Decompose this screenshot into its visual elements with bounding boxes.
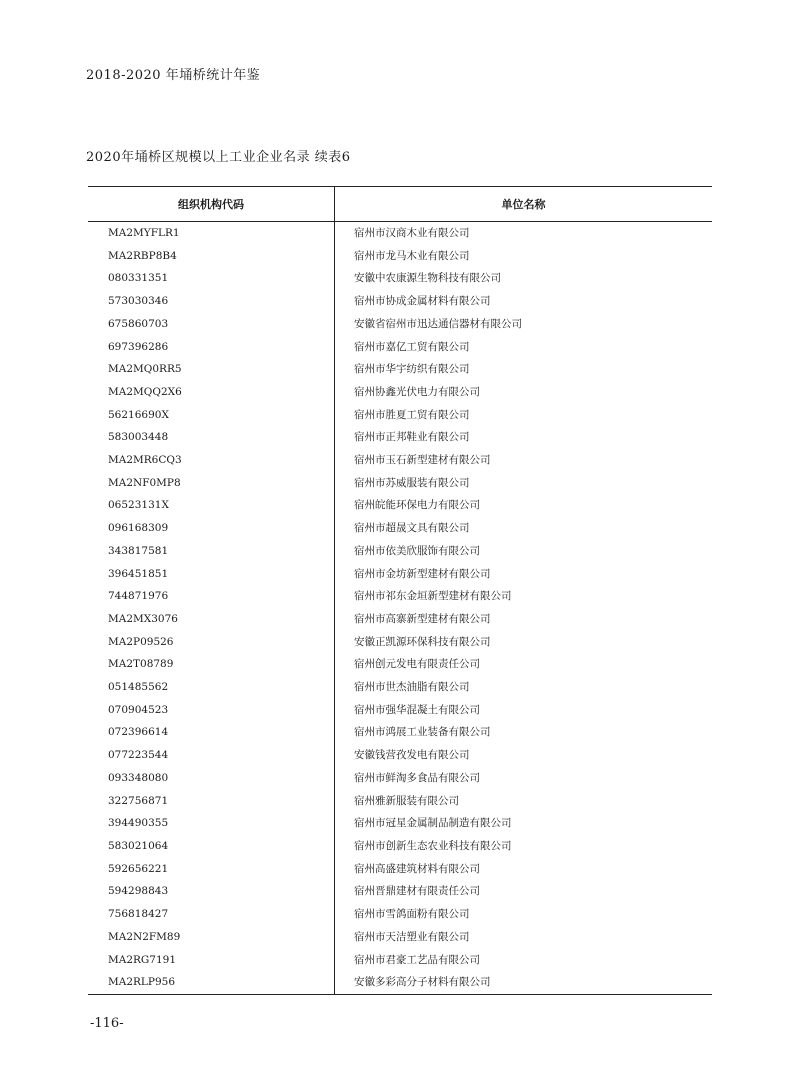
table-row <box>88 858 712 881</box>
org-code-cell: MA2MQ0RR5 <box>88 358 335 381</box>
org-code-cell: 070904523 <box>88 699 335 722</box>
table-row <box>88 631 712 654</box>
table-row <box>88 494 712 517</box>
company-name-cell: 宿州市鲜淘多食品有限公司 <box>354 771 480 784</box>
company-name-cell: 宿州市正邦鞋业有限公司 <box>354 431 470 444</box>
company-name-cell: 宿州高盛建筑材料有限公司 <box>354 862 480 875</box>
org-code-cell: 343817581 <box>88 540 335 563</box>
company-name-cell: 宿州市金坊新型建材有限公司 <box>354 567 491 580</box>
org-code-cell: MA2RBP8B4 <box>88 245 335 268</box>
table-row <box>88 449 712 472</box>
company-name-cell: 宿州市创新生态农业科技有限公司 <box>354 839 512 852</box>
org-code-cell: MA2RG7191 <box>88 949 335 972</box>
table-row <box>88 358 712 381</box>
enterprise-table <box>88 186 712 995</box>
company-name-cell: 安徽省宿州市迅达通信器材有限公司 <box>354 317 522 330</box>
company-name-cell: 宿州市龙马木业有限公司 <box>354 249 470 262</box>
org-code-cell: MA2P09526 <box>88 631 335 654</box>
org-code-cell: 697396286 <box>88 336 335 359</box>
company-name-cell: 宿州市华宇纺织有限公司 <box>354 363 470 376</box>
table-row <box>88 926 712 949</box>
table-header-row <box>88 187 712 222</box>
table-row <box>88 517 712 540</box>
org-code-cell: 594298843 <box>88 880 335 903</box>
org-code-cell: 56216690X <box>88 404 335 427</box>
company-name-cell: 宿州市冠星金属制品制造有限公司 <box>354 817 512 830</box>
table-row <box>88 267 712 290</box>
table-row <box>88 653 712 676</box>
table-row <box>88 222 712 245</box>
table-row <box>88 903 712 926</box>
company-name-cell: 宿州皖能环保电力有限公司 <box>354 499 480 512</box>
company-name-cell: 宿州雅新服装有限公司 <box>354 794 459 807</box>
org-code-cell: 06523131X <box>88 494 335 517</box>
org-code-cell: 394490355 <box>88 812 335 835</box>
org-code-cell: MA2MYFLR1 <box>88 222 335 245</box>
company-name-cell: 宿州市嘉亿工贸有限公司 <box>354 340 470 353</box>
table-row <box>88 880 712 903</box>
table-row <box>88 699 712 722</box>
company-name-cell: 安徽多彩高分子材料有限公司 <box>354 976 491 989</box>
table-row <box>88 336 712 359</box>
table-row <box>88 290 712 313</box>
company-name-cell: 宿州市世杰油脂有限公司 <box>354 681 470 694</box>
company-name-cell: 宿州市玉石新型建材有限公司 <box>354 454 491 467</box>
company-name-cell: 安徽正凯源环保科技有限公司 <box>354 635 491 648</box>
company-name-cell: 宿州市汉商木业有限公司 <box>354 227 470 239</box>
org-code-cell: 583003448 <box>88 426 335 449</box>
table-row <box>88 540 712 563</box>
table-row <box>88 812 712 835</box>
org-code-cell: 573030346 <box>88 290 335 313</box>
table-title: 2020年埇桥区规模以上工业企业名录 续表6 <box>86 150 351 165</box>
org-code-cell: MA2NF0MP8 <box>88 472 335 495</box>
company-name-cell: 宿州创元发电有限责任公司 <box>354 658 480 671</box>
org-code-cell: MA2MX3076 <box>88 608 335 631</box>
table-row <box>88 721 712 744</box>
company-name-cell: 宿州市超晟文具有限公司 <box>354 522 470 535</box>
table-row <box>88 426 712 449</box>
table-row <box>88 381 712 404</box>
org-code-cell: 093348080 <box>88 767 335 790</box>
company-name-cell: 宿州市胜夏工贸有限公司 <box>354 408 470 421</box>
org-code-cell: 072396614 <box>88 721 335 744</box>
table-row <box>88 767 712 790</box>
company-name-cell: 宿州市祁东金垣新型建材有限公司 <box>354 590 512 603</box>
org-code-cell: MA2RLP956 <box>88 971 335 994</box>
table-row <box>88 563 712 586</box>
table-row <box>88 676 712 699</box>
org-code-cell: MA2T08789 <box>88 653 335 676</box>
page-number: -116- <box>90 1016 124 1031</box>
company-name-cell: 宿州市强华混凝土有限公司 <box>354 703 480 716</box>
table-row <box>88 835 712 858</box>
company-name-cell: 宿州市依美欣服饰有限公司 <box>354 544 480 557</box>
org-code-cell: 077223544 <box>88 744 335 767</box>
company-name-cell: 宿州市苏威服装有限公司 <box>354 476 470 489</box>
org-code-cell: 051485562 <box>88 676 335 699</box>
org-code-cell: MA2MQQ2X6 <box>88 381 335 404</box>
org-code-cell: 756818427 <box>88 903 335 926</box>
company-name-cell: 宿州市天洁塑业有限公司 <box>354 930 470 943</box>
table-row <box>88 245 712 268</box>
company-name-cell: 宿州市雪鸽面粉有限公司 <box>354 908 470 921</box>
org-code-cell: 583021064 <box>88 835 335 858</box>
column-header-code: 组织机构代码 <box>88 187 335 222</box>
table-body <box>88 222 712 995</box>
org-code-cell: 080331351 <box>88 267 335 290</box>
company-name-cell: 宿州市高寨新型建材有限公司 <box>354 612 491 625</box>
table-row <box>88 472 712 495</box>
column-header-name: 单位名称 <box>335 187 713 222</box>
org-code-cell: 396451851 <box>88 563 335 586</box>
table-row <box>88 608 712 631</box>
table-row <box>88 790 712 813</box>
table-row <box>88 971 712 994</box>
company-name-cell: 宿州市协成金属材料有限公司 <box>354 295 491 308</box>
company-name-cell: 宿州市君豪工艺品有限公司 <box>354 953 480 966</box>
enterprise-table-container <box>88 186 712 995</box>
org-code-cell: MA2N2FM89 <box>88 926 335 949</box>
org-code-cell: MA2MR6CQ3 <box>88 449 335 472</box>
table-row <box>88 949 712 972</box>
org-code-cell: 592656221 <box>88 858 335 881</box>
table-row <box>88 585 712 608</box>
org-code-cell: 096168309 <box>88 517 335 540</box>
org-code-cell: 744871976 <box>88 585 335 608</box>
org-code-cell: 675860703 <box>88 313 335 336</box>
org-code-cell: 322756871 <box>88 790 335 813</box>
company-name-cell: 安徽中农康源生物科技有限公司 <box>354 272 501 285</box>
company-name-cell: 宿州协鑫光伏电力有限公司 <box>354 385 480 398</box>
company-name-cell: 宿州市鸿展工业装备有限公司 <box>354 726 491 739</box>
table-row <box>88 404 712 427</box>
company-name-cell: 安徽钱营孜发电有限公司 <box>354 749 470 762</box>
table-row <box>88 744 712 767</box>
table-row <box>88 313 712 336</box>
company-name-cell: 宿州晋鼎建材有限责任公司 <box>354 885 480 898</box>
running-title: 2018-2020 年埇桥统计年鉴 <box>86 68 261 83</box>
